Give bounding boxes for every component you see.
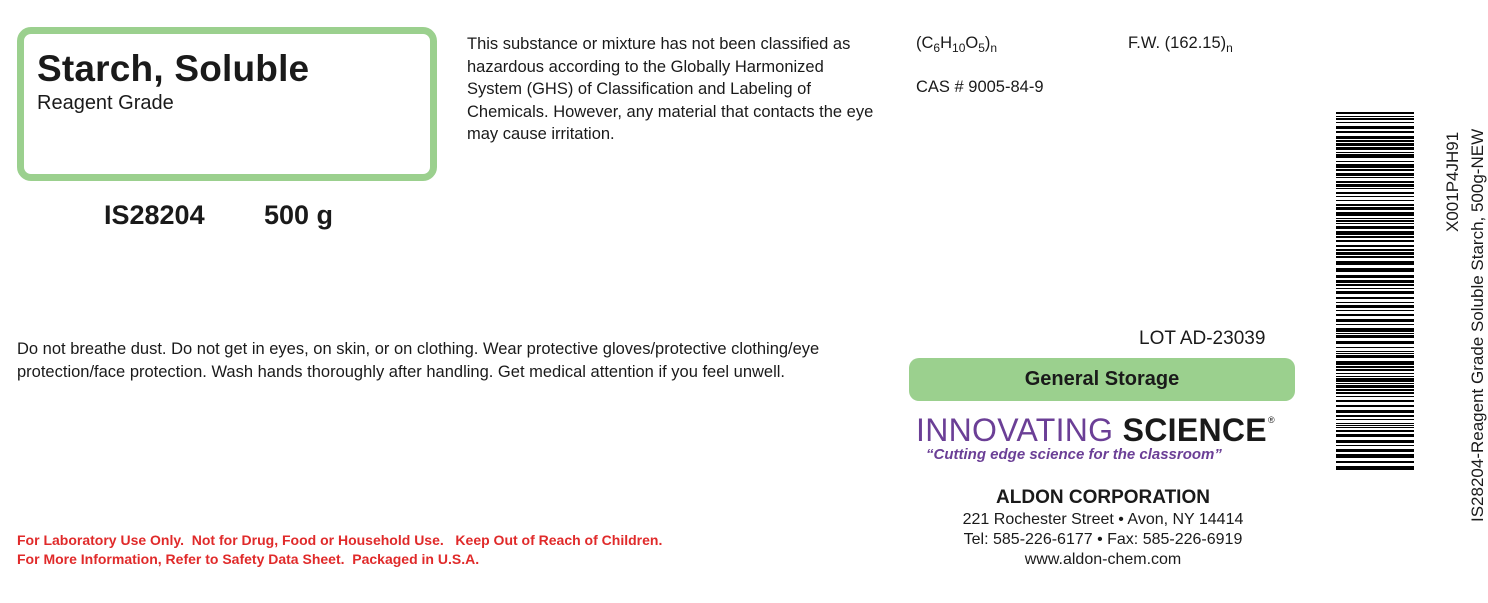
barcode-stripe	[1336, 430, 1414, 432]
barcode-stripe	[1336, 140, 1414, 142]
barcode-stripe	[1336, 361, 1414, 365]
barcode-stripe	[1336, 378, 1414, 382]
barcode-stripe	[1336, 310, 1414, 311]
barcode-stripe	[1336, 268, 1414, 272]
barcode-stripe	[1336, 389, 1414, 391]
barcode-stripe	[1336, 425, 1414, 426]
barcode-stripe	[1336, 351, 1414, 352]
warning-line: For Laboratory Use Only. Not for Drug, Food or Household Use. Keep Out of Reach of Children.	[17, 532, 663, 548]
barcode-stripe	[1336, 449, 1414, 452]
barcode-stripe	[1336, 204, 1414, 206]
storage-label: General Storage	[1024, 368, 1180, 390]
barcode-stripe	[1336, 207, 1414, 210]
barcode-stripe	[1336, 261, 1414, 265]
barcode-stripe	[1336, 405, 1414, 407]
barcode-stripe	[1336, 355, 1414, 358]
barcode-stripe	[1336, 297, 1414, 299]
barcode-stripe	[1336, 122, 1414, 123]
formula-part: H	[940, 34, 953, 52]
barcode-stripe	[1336, 461, 1414, 463]
formula-weight-value: F.W. (162.15)	[1128, 34, 1227, 52]
brand-logo	[916, 412, 1275, 449]
barcode-stripe	[1336, 192, 1414, 194]
barcode-stripe	[1336, 366, 1414, 368]
package-size: 500 g	[264, 200, 334, 230]
barcode-stripe	[1336, 131, 1414, 133]
warning-line: For More Information, Refer to Safety Data Sheet. Packaged in U.S.A.	[17, 551, 480, 567]
barcode-stripe	[1336, 341, 1414, 344]
barcode-stripe	[1336, 335, 1414, 338]
formula-subscript: n	[990, 41, 998, 55]
barcode-stripe	[1336, 376, 1414, 377]
barcode-stripe	[1336, 236, 1414, 238]
barcode-stripe	[1336, 240, 1414, 242]
chemical-formula	[916, 34, 997, 53]
barcode-stripe	[1336, 196, 1414, 197]
precautionary-statement: Do not breathe dust. Do not get in eyes, on skin, or on clothing. Wear protective gloves/protective clothing/eye protection/face protection. Wash hands thoroughly after handling. Get medical attention if you feel unwell.	[17, 340, 820, 381]
formula-part: )	[984, 34, 991, 52]
barcode-stripe	[1336, 410, 1414, 413]
storage-badge	[909, 358, 1295, 401]
brand-word-innovating: INNOVATING	[916, 412, 1114, 448]
barcode-stripe	[1336, 314, 1414, 316]
barcode-stripe	[1336, 249, 1414, 251]
usage-warnings	[17, 531, 662, 569]
barcode-stripe	[1336, 440, 1414, 443]
registered-mark: ®	[1267, 415, 1275, 425]
barcode-stripe	[1336, 188, 1414, 189]
barcode-stripe	[1336, 302, 1414, 303]
barcode-stripe	[1336, 154, 1414, 158]
barcode-stripe	[1336, 415, 1414, 417]
barcode-stripe	[1336, 177, 1414, 178]
barcode-stripe	[1336, 143, 1414, 146]
product-name: Starch, Soluble	[37, 48, 310, 89]
barcode-stripe	[1336, 319, 1414, 322]
barcode-stripe	[1336, 392, 1414, 394]
formula-subscript: 10	[952, 41, 966, 55]
barcode-stripe	[1336, 305, 1414, 308]
ghs-statement: This substance or mixture has not been classified as hazardous according to the Globally Harmonized System (GHS) of Classification and Labeling of Chemicals. However, any material that contacts the eye may cause irritation.	[467, 35, 874, 143]
barcode-stripe	[1336, 284, 1414, 286]
barcode-stripe	[1336, 369, 1414, 371]
barcode-stripe	[1336, 256, 1414, 258]
company-name: ALDON CORPORATION	[996, 487, 1210, 508]
barcode-stripe	[1336, 223, 1414, 224]
barcode-stripe	[1336, 147, 1414, 150]
barcode-stripe	[1336, 466, 1414, 470]
barcode-stripe	[1336, 245, 1414, 247]
formula-subscript: 6	[933, 41, 941, 55]
barcode-stripe	[1336, 169, 1414, 171]
barcode-stripe	[1336, 164, 1414, 168]
company-info	[905, 486, 1301, 570]
barcode-stripe	[1336, 152, 1414, 153]
product-grade: Reagent Grade	[37, 92, 174, 114]
cas-number: CAS # 9005-84-9	[916, 78, 1044, 96]
barcode-stripe	[1336, 373, 1414, 374]
barcode-stripe	[1336, 291, 1414, 294]
barcode-stripe	[1336, 353, 1414, 354]
formula-weight-subscript: n	[1226, 41, 1233, 55]
barcode-stripe	[1336, 434, 1414, 437]
barcode-stripe	[1336, 400, 1414, 402]
barcode-stripe	[1336, 333, 1414, 334]
barcode-stripe	[1336, 226, 1414, 229]
barcode-stripe	[1336, 116, 1414, 117]
barcode-stripe	[1336, 220, 1414, 222]
barcode	[1336, 112, 1414, 472]
barcode-stripe	[1336, 275, 1414, 278]
barcode-stripe	[1336, 454, 1414, 458]
brand-tagline: “Cutting edge science for the classroom”	[926, 446, 1222, 463]
company-phone-fax: Tel: 585-226-6177 • Fax: 585-226-6919	[963, 531, 1243, 548]
barcode-stripe	[1336, 328, 1414, 332]
barcode-stripe	[1336, 181, 1414, 183]
barcode-stripe	[1336, 184, 1414, 187]
catalog-number: IS28204	[104, 200, 205, 230]
barcode-stripe	[1336, 347, 1414, 348]
barcode-stripe	[1336, 252, 1414, 255]
barcode-stripe	[1336, 385, 1414, 388]
formula-subscript: 5	[978, 41, 985, 55]
barcode-stripe	[1336, 112, 1414, 114]
brand-word-science: SCIENCE	[1122, 412, 1267, 448]
barcode-stripe	[1336, 280, 1414, 283]
barcode-stripe	[1336, 212, 1414, 216]
barcode-stripe	[1336, 218, 1414, 219]
barcode-stripe	[1336, 423, 1414, 424]
formula-weight	[1128, 34, 1233, 53]
barcode-stripe	[1336, 288, 1414, 289]
barcode-stripe	[1336, 161, 1414, 162]
company-address: 221 Rochester Street • Avon, NY 14414	[962, 511, 1244, 528]
barcode-stripe	[1336, 324, 1414, 325]
barcode-stripe	[1336, 126, 1414, 129]
barcode-code-text: X001P4JH91	[1443, 131, 1462, 232]
barcode-stripe	[1336, 136, 1414, 139]
barcode-stripe	[1336, 396, 1414, 397]
barcode-stripe	[1336, 445, 1414, 446]
company-website: www.aldon-chem.com	[1024, 551, 1182, 568]
barcode-stripe	[1336, 231, 1414, 235]
lot-number: LOT AD-23039	[1139, 328, 1266, 349]
barcode-stripe	[1336, 173, 1414, 176]
barcode-stripe	[1336, 427, 1414, 428]
barcode-stripe	[1336, 383, 1414, 384]
formula-part: O	[965, 34, 979, 52]
formula-part: (C	[916, 34, 934, 52]
barcode-stripe	[1336, 200, 1414, 201]
barcode-product-text: IS28204-Reagent Grade Soluble Starch, 500g-NEW	[1468, 128, 1487, 522]
barcode-stripe	[1336, 419, 1414, 420]
barcode-stripe	[1336, 118, 1414, 120]
